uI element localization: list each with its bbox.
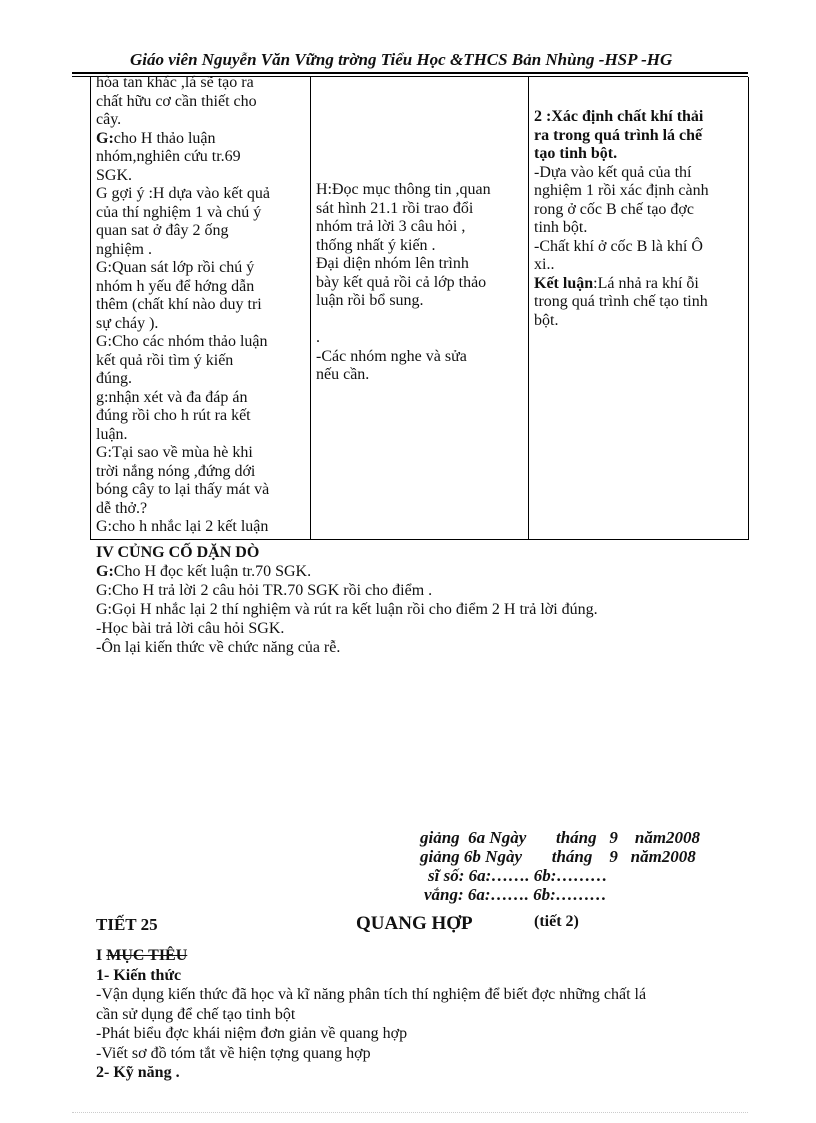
table-line: luận. bbox=[96, 425, 128, 443]
lesson-number: TIẾT 25 bbox=[96, 915, 158, 934]
section-heading: 2 :Xác định chất khí thải bbox=[534, 108, 704, 125]
date-line-6a: giảng 6a Ngày tháng 9 năm2008 bbox=[420, 828, 701, 847]
review-section bbox=[96, 543, 598, 657]
list-item: G:Cho H đọc kết luận tr.70 SGK. bbox=[96, 563, 312, 580]
table-line: đúng. bbox=[96, 370, 132, 387]
section-heading: tạo tinh bột. bbox=[534, 145, 618, 162]
subheading-skills: 2- Kỹ năng . bbox=[96, 1064, 180, 1081]
table-line: thống nhất ý kiến . bbox=[316, 236, 436, 254]
table-divider-1 bbox=[310, 77, 311, 539]
table-line: trong quá trình chế tạo tinh bbox=[534, 293, 708, 310]
table-line: quan sat ở đây 2 ống bbox=[96, 222, 229, 239]
table-line: nhóm trả lời 3 câu hỏi , bbox=[316, 218, 466, 235]
table-line: nghiệm . bbox=[96, 240, 152, 258]
table-line: bóng cây to lại thấy mát và bbox=[96, 481, 270, 498]
absence-line: vắng: 6a:……. 6b:……… bbox=[424, 885, 607, 904]
table-line: G:Quan sát lớp rồi chú ý bbox=[96, 259, 255, 276]
teacher-activity-column bbox=[96, 74, 306, 538]
list-item: -Viết sơ đồ tóm tắt về hiện tợng quang hợp bbox=[96, 1044, 371, 1062]
conclusion: Kết luận:Lá nhả ra khí ỗi bbox=[534, 274, 699, 292]
list-item: G:Cho H trả lời 2 câu hỏi TR.70 SGK rồi cho điểm . bbox=[96, 582, 433, 599]
table-line: nhóm,nghiên cứu tr.69 bbox=[96, 148, 241, 165]
list-item: cần sử dụng để chế tạo tinh bột bbox=[96, 1005, 296, 1023]
table-line: G:cho H thảo luận bbox=[96, 129, 216, 147]
section-title: IV CỦNG CỐ DẶN DÒ bbox=[96, 544, 260, 561]
table-line: -Dựa vào kết quả của thí bbox=[534, 163, 692, 181]
objectives-heading: I MỤC TIÊU bbox=[96, 947, 188, 964]
page-bottom-rule bbox=[72, 1112, 748, 1113]
table-line: nếu cần. bbox=[316, 366, 370, 383]
table-line: g:nhận xét và đa đáp án bbox=[96, 388, 248, 406]
lesson-part: (tiết 2) bbox=[534, 913, 579, 930]
list-item: G:Gọi H nhắc lại 2 thí nghiệm và rút ra kết luận rồi cho điểm 2 H trả lời đúng. bbox=[96, 601, 598, 618]
lesson-title: QUANG HỢP bbox=[356, 913, 473, 934]
table-divider-2 bbox=[528, 77, 529, 539]
table-line: G:cho h nhắc lại 2 kết luận bbox=[96, 518, 269, 535]
table-line: trời nắng nóng ,đứng dới bbox=[96, 462, 256, 480]
table-line: rong ở cốc B chế tạo đợc bbox=[534, 200, 694, 218]
table-line: của thí nghiệm 1 và chú ý bbox=[96, 203, 262, 221]
table-line: dễ thở.? bbox=[96, 499, 148, 517]
table-line: hòa tan khác ,lá sẽ tạo ra bbox=[96, 74, 254, 91]
table-line: thêm (chất khí nào duy tri bbox=[96, 296, 262, 313]
student-activity-column bbox=[316, 181, 522, 385]
list-item: -Phát biểu đợc khái niệm đơn giản về quang hợp bbox=[96, 1025, 408, 1042]
table-line: sự cháy ). bbox=[96, 314, 159, 332]
table-line: cây. bbox=[96, 111, 122, 128]
table-line bbox=[316, 311, 522, 330]
table-line: luận rồi bổ sung. bbox=[316, 292, 424, 309]
table-line: sát hình 21.1 rồi trao đổi bbox=[316, 199, 474, 217]
table-line: nghiệm 1 rồi xác định cành bbox=[534, 182, 709, 199]
table-line: Đại diện nhóm lên trình bbox=[316, 255, 469, 272]
table-line: chất hữu cơ cần thiết cho bbox=[96, 92, 257, 110]
table-line bbox=[96, 537, 306, 539]
table-line: . bbox=[316, 329, 320, 346]
section-heading: ra trong quá trình lá chế bbox=[534, 126, 703, 144]
table-line: SGK. bbox=[96, 166, 133, 184]
table-line: -Chất khí ở cốc B là khí Ô bbox=[534, 237, 703, 255]
schedule-block bbox=[420, 828, 700, 904]
objectives-section bbox=[96, 946, 746, 1083]
list-item: -Ôn lại kiến thức về chức năng của rễ. bbox=[96, 639, 341, 656]
table-line: tinh bột. bbox=[534, 219, 588, 236]
table-line: G gợi ý :H dựa vào kết quả bbox=[96, 185, 270, 202]
table-line: G:Tại sao về mùa hè khi bbox=[96, 444, 253, 461]
table-line: -Các nhóm nghe và sửa bbox=[316, 347, 467, 365]
list-item: -Học bài trả lời câu hỏi SGK. bbox=[96, 620, 285, 637]
attendance-line: sĩ số: 6a:……. 6b:……… bbox=[428, 866, 608, 885]
table-line: bày kết quả rồi cả lớp thảo bbox=[316, 273, 487, 291]
table-line: xi.. bbox=[534, 256, 555, 273]
list-item: -Vận dụng kiến thức đã học và kĩ năng phân tích thí nghiệm để biết đợc những chất lá bbox=[96, 986, 647, 1003]
table-line: G:Cho các nhóm thảo luận bbox=[96, 333, 268, 350]
content-column bbox=[534, 108, 744, 330]
table-line: H:Đọc mục thông tin ,quan bbox=[316, 181, 491, 198]
table-line: nhóm h yếu để hớng dẫn bbox=[96, 277, 255, 295]
subheading-knowledge: 1- Kiến thức bbox=[96, 966, 182, 984]
table-line: bột. bbox=[534, 311, 559, 329]
date-line-6b: giảng 6b Ngày tháng 9 năm2008 bbox=[420, 847, 696, 866]
table-line: kết quả rồi tìm ý kiến bbox=[96, 351, 234, 369]
page-header: Giáo viên Nguyễn Văn Vững trờng Tiểu Học &THCS Bản Nhùng -HSP -HG bbox=[130, 50, 673, 69]
table-line: đúng rồi cho h rút ra kết bbox=[96, 407, 251, 424]
